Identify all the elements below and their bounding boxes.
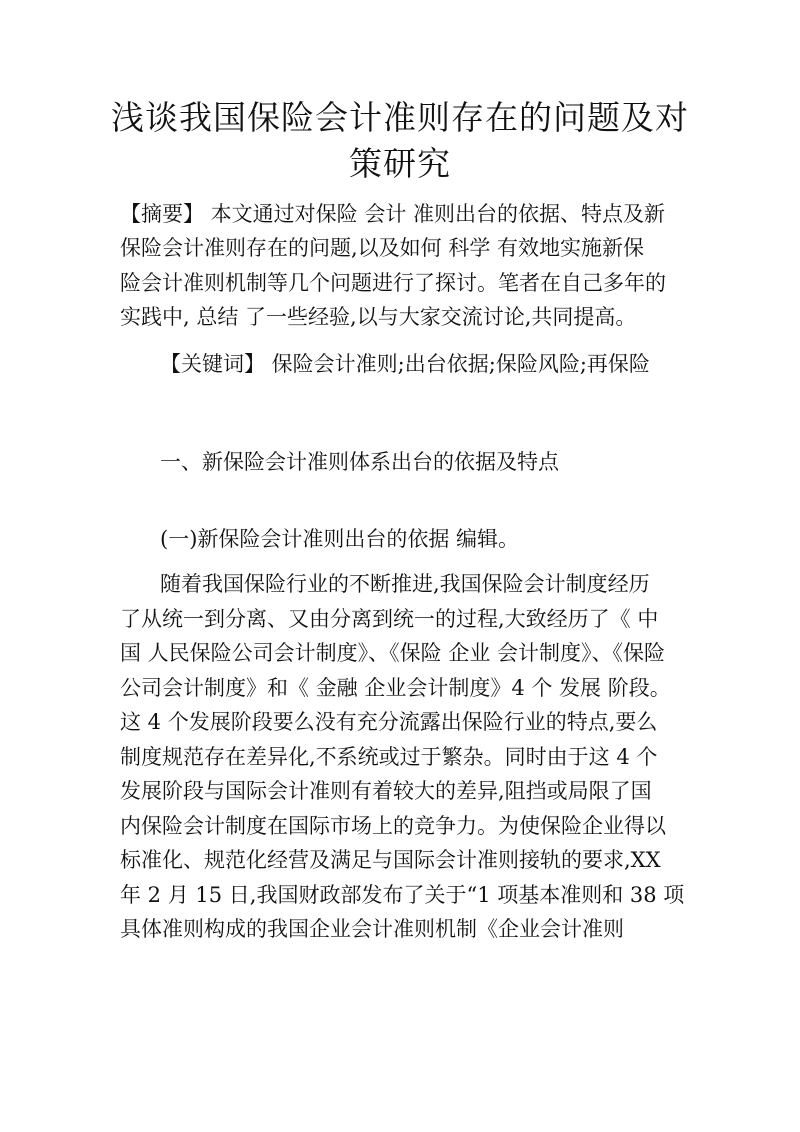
body-line: 国 人民保险公司会计制度》、《保险 企业 会计制度》、《保险 xyxy=(120,641,666,665)
body-line: 随着我国保险行业的不断推进,我国保险会计制度经历 xyxy=(160,572,650,596)
body-line: 这 4 个发展阶段要么没有充分流露出保险行业的特点,要么 xyxy=(120,710,658,734)
body-line: 年 2 月 15 日,我国财政部发布了关于“1 项基本准则和 38 项 xyxy=(120,883,685,907)
body-line: 发展阶段与国际会计准则有着较大的差异,阻挡或局限了国 xyxy=(120,779,652,803)
body-line: 标准化、规范化经营及满足与国际会计准则接轨的要求,XX xyxy=(120,848,661,872)
body-line: 公司会计制度》和《 金融 企业会计制度》4 个 发展 阶段。 xyxy=(120,676,671,700)
body-line: 具体准则构成的我国企业会计准则机制《企业会计准则 xyxy=(120,917,624,941)
section-heading: 一、新保险会计准则体系出台的依据及特点 xyxy=(160,450,559,474)
keywords-line: 【关键词】 保险会计准则;出台依据;保险风险;再保险 xyxy=(160,352,650,376)
document-title-line-1: 浅谈我国保险会计准则存在的问题及对 xyxy=(111,98,689,137)
body-line: 了从统一到分离、又由分离到统一的过程,大致经历了《 中 xyxy=(120,607,659,631)
abstract-line: 险会计准则机制等几个问题进行了探讨。笔者在自己多年的 xyxy=(120,271,666,295)
abstract-line: 保险会计准则存在的问题,以及如何 科学 有效地实施新保 xyxy=(120,236,645,260)
body-line: 内保险会计制度在国际市场上的竞争力。为使保险企业得以 xyxy=(120,814,666,838)
abstract-line: 实践中, 总结 了一些经验,以与大家交流讨论,共同提高。 xyxy=(120,305,637,329)
document-title-line-2: 策研究 xyxy=(349,144,451,183)
abstract-line: 【摘要】 本文通过对保险 会计 准则出台的依据、特点及新 xyxy=(120,202,666,226)
subsection-heading: (一)新保险会计准则出台的依据 编辑。 xyxy=(160,527,520,551)
body-line: 制度规范存在差异化,不系统或过于繁杂。同时由于这 4 个 xyxy=(120,745,658,769)
